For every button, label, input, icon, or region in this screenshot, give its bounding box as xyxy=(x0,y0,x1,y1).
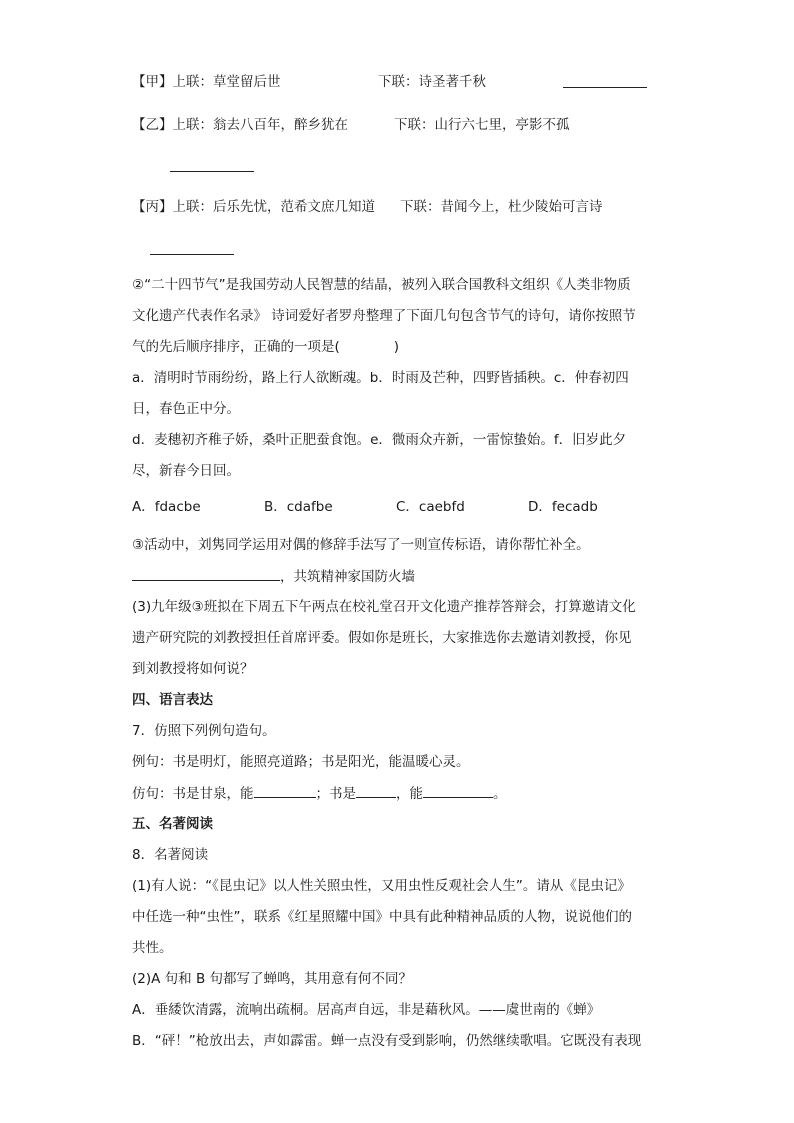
couplet-jia-upper: 【甲】上联：草堂留后世 xyxy=(132,74,281,90)
q7-example: 例句：书是明灯，能照亮道路；书是阳光，能温暖心灵。 xyxy=(132,754,470,770)
q2-line-1: ②“二十四节气”是我国劳动人民智慧的结晶，被列入联合国教科文组织《人类非物质 xyxy=(132,277,631,293)
q8-1-line-2: 中任选一种“虫性”，联系《红星照耀中国》中具有此种精神品质的人物，说说他们的 xyxy=(132,909,632,925)
q2-line-2: 文化遗产代表作名录》 诗词爱好者罗舟整理了下面几句包含节气的诗句，请你按照节 xyxy=(132,308,636,324)
q2-line-3: 气的先后顺序排序，正确的一项是( ) xyxy=(132,339,400,355)
q8-1-line-3: 共性。 xyxy=(132,940,173,956)
imitate-blank-2[interactable] xyxy=(356,783,396,798)
imitate-blank-1[interactable] xyxy=(254,783,316,798)
imitate-part-d: 。 xyxy=(493,786,507,802)
answer-blank-yi[interactable] xyxy=(170,157,254,172)
couplet-bing-upper: 【丙】上联：后乐先忧，范希文庶几知道 xyxy=(132,199,375,215)
imitate-blank-3[interactable] xyxy=(423,783,493,798)
q2-line-4: a．清明时节雨纷纷，路上行人欲断魂。b．时雨及芒种，四野皆插秧。c．仲春初四 xyxy=(132,370,629,386)
q3-line-2 xyxy=(132,566,415,587)
q2-line-5: 日，春色正中分。 xyxy=(132,401,240,417)
option-c[interactable]: C．caebfd xyxy=(396,499,465,515)
q7-imitate xyxy=(132,783,507,804)
q3-line-1: ③活动中，刘隽同学运用对偶的修辞手法写了一则宣传标语，请你帮忙补全。 xyxy=(132,537,590,553)
q2-line-7: 尽，新春今日回。 xyxy=(132,463,240,479)
option-a[interactable]: A．fdacbe xyxy=(132,499,201,515)
imitate-part-a: 仿句：书是甘泉，能 xyxy=(132,786,254,802)
couplet-yi-upper: 【乙】上联：翁去八百年，醉乡犹在 xyxy=(132,117,348,133)
couplet-yi-lower: 下联：山行六七里，亭影不孤 xyxy=(394,117,570,133)
q8-prompt: 8．名著阅读 xyxy=(132,847,209,863)
q8-2-sentence-b: B．“砰！”枪放出去，声如霹雷。蝉一点没有受到影响，仍然继续歌唱。它既没有表现 xyxy=(132,1033,642,1049)
q3-paren-line-2: 遗产研究院的刘教授担任首席评委。假如你是班长，大家推选你去邀请刘教授，你见 xyxy=(132,630,632,646)
section-5-heading: 五、名著阅读 xyxy=(132,816,213,832)
slogan-text: ，共筑精神家国防火墙 xyxy=(280,569,415,585)
section-4-heading: 四、语言表达 xyxy=(132,692,213,708)
imitate-part-b: ；书是 xyxy=(315,786,356,802)
q3-paren-line-1: (3)九年级③班拟在下周五下午两点在校礼堂召开文化遗产推荐答辩会，打算邀请文化 xyxy=(132,599,636,615)
q8-1-line-1: (1)有人说：“《昆虫记》以人性关照虫性，又用虫性反观社会人生”。请从《昆虫记》 xyxy=(132,878,631,894)
option-d[interactable]: D．fecadb xyxy=(528,499,598,515)
couplet-bing-lower: 下联：昔闻今上，杜少陵始可言诗 xyxy=(400,199,603,215)
slogan-blank[interactable] xyxy=(132,566,280,581)
imitate-part-c: ，能 xyxy=(396,786,423,802)
q8-2-prompt: (2)A 句和 B 句都写了蝉鸣，其用意有何不同？ xyxy=(132,971,412,987)
q3-paren-line-3: 到刘教授将如何说？ xyxy=(132,661,254,677)
q2-line-6: d．麦穗初齐稚子娇，桑叶正肥蚕食饱。e．微雨众卉新，一雷惊蛰始。f．旧岁此夕 xyxy=(132,432,627,448)
q7-prompt: 7．仿照下列例句造句。 xyxy=(132,723,276,739)
answer-blank-jia[interactable] xyxy=(563,73,647,88)
answer-blank-bing[interactable] xyxy=(150,240,234,255)
option-b[interactable]: B．cdafbe xyxy=(264,499,333,515)
couplet-jia-lower: 下联：诗圣著千秋 xyxy=(378,74,486,90)
q8-2-sentence-a: A．垂緌饮清露，流响出疏桐。居高声自远，非是藉秋风。——虞世南的《蝉》 xyxy=(132,1002,601,1018)
